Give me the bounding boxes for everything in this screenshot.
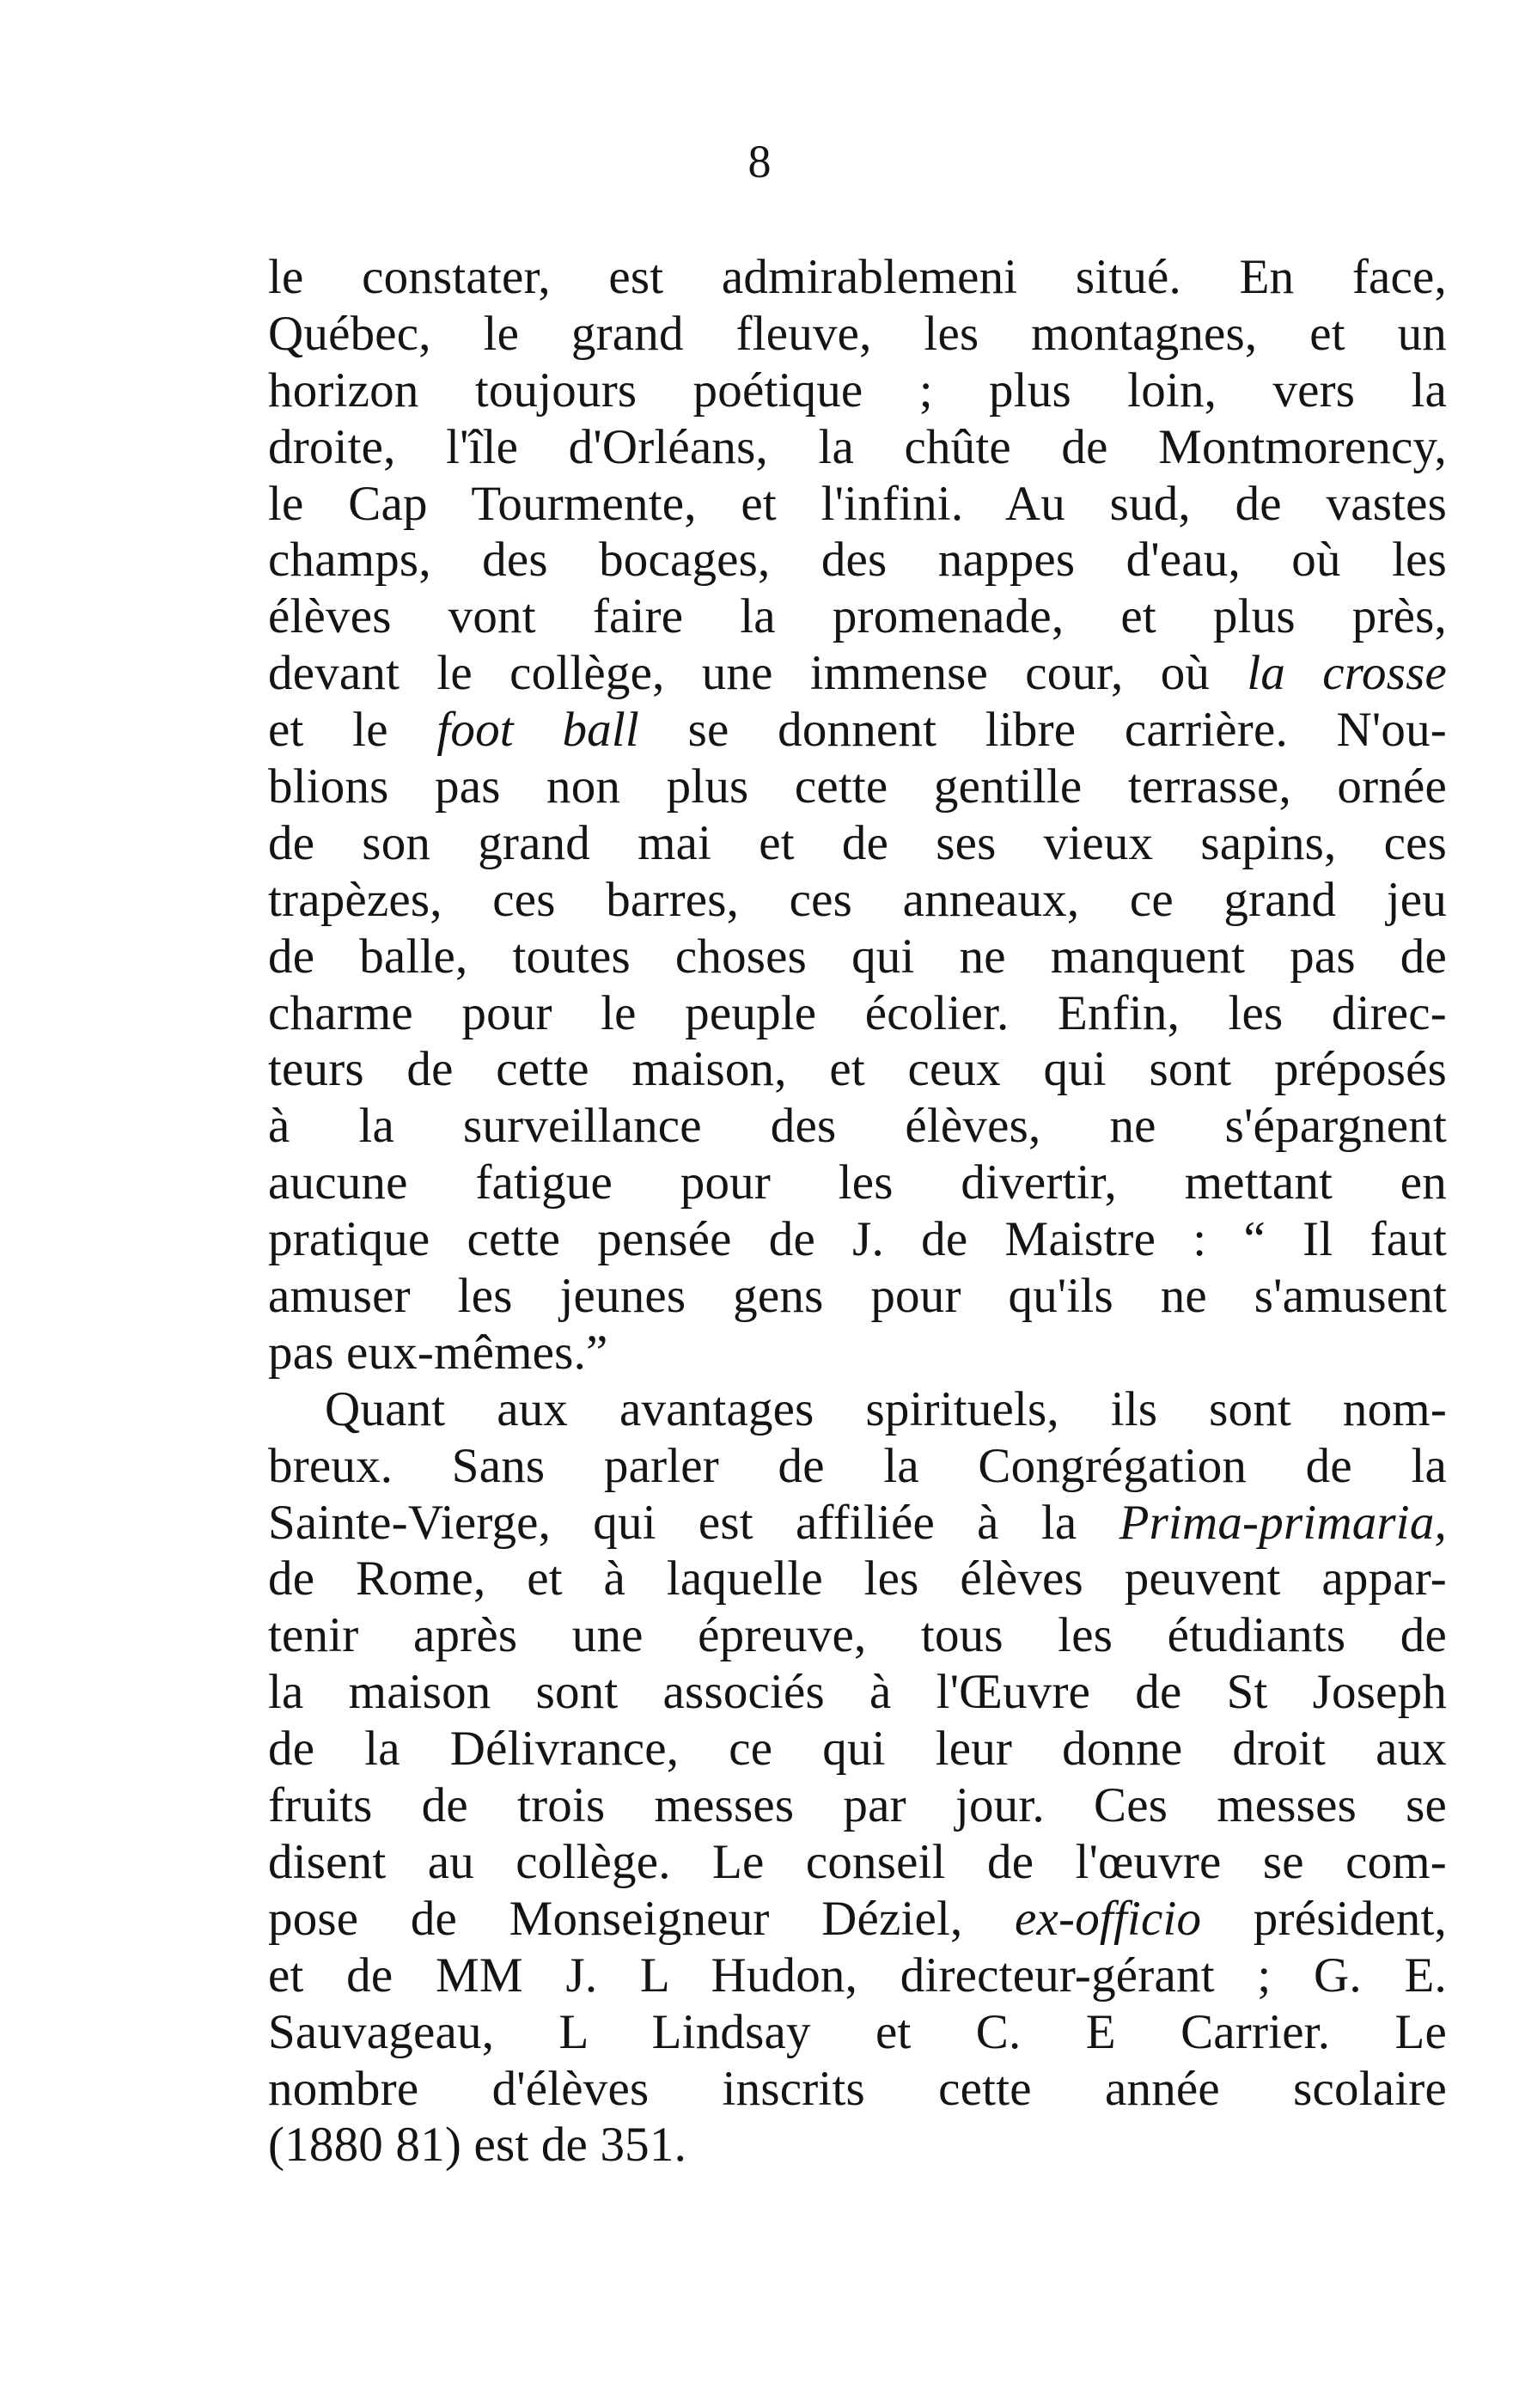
text-line	[268, 985, 1447, 1042]
line-text: disent au collège. Le conseil de l'œuvre se com-	[268, 1834, 1447, 1889]
text-line	[268, 1721, 1447, 1777]
text-line	[268, 306, 1447, 363]
line-text: droite, l'île d'Orléans, la chûte de Montmorency,	[268, 419, 1447, 474]
text-line	[268, 1777, 1447, 1834]
text-line	[268, 872, 1447, 929]
text-line	[268, 1891, 1447, 1948]
line-text: Quant aux avantages spirituels, ils sont nom-	[325, 1381, 1447, 1436]
line-text: de balle, toutes choses qui ne manquent pas de	[268, 929, 1447, 984]
body-text	[268, 249, 1447, 2173]
text-line	[268, 815, 1447, 872]
line-text: fruits de trois messes par jour. Ces messes se	[268, 1778, 1447, 1833]
text-line	[268, 476, 1447, 533]
line-text: de son grand mai et de ses vieux sapins, ces	[268, 815, 1447, 870]
text-line	[268, 588, 1447, 645]
line-text: pose de Monseigneur Déziel,	[268, 1891, 1016, 1946]
line-text: nombre d'élèves inscrits cette année scolaire	[268, 2061, 1447, 2116]
line-text: tenir après une épreuve, tous les étudiants de	[268, 1608, 1447, 1663]
line-text: de la Délivrance, ce qui leur donne droit aux	[268, 1722, 1447, 1777]
line-text: aucune fatigue pour les divertir, mettant en	[268, 1155, 1447, 1210]
line-text: devant le collège, une immense cour, où	[268, 646, 1248, 701]
text-line	[268, 1495, 1447, 1551]
line-text: breux. Sans parler de la Congrégation de la	[268, 1438, 1447, 1493]
italic-text: la crosse	[1247, 646, 1447, 701]
text-line	[268, 2061, 1447, 2118]
line-text: trapèzes, ces barres, ces anneaux, ce grand jeu	[268, 872, 1447, 927]
text-line	[268, 2117, 1447, 2173]
line-text: de Rome, et à laquelle les élèves peuvent appar-	[268, 1551, 1447, 1606]
line-text: blions pas non plus cette gentille terrasse, ornée	[268, 759, 1447, 814]
line-text: champs, des bocages, des nappes d'eau, où les	[268, 533, 1447, 588]
text-line	[268, 929, 1447, 985]
text-line	[268, 645, 1447, 702]
line-text: pas eux-mêmes.”	[268, 1325, 608, 1380]
text-line	[268, 1211, 1447, 1268]
line-text: teurs de cette maison, et ceux qui sont préposés	[268, 1042, 1447, 1097]
page-number: 8	[747, 136, 772, 187]
italic-text: ex-officio	[1015, 1891, 1202, 1946]
line-text: élèves vont faire la promenade, et plus près,	[268, 589, 1447, 644]
text-line	[268, 532, 1447, 588]
line-text: Québec, le grand fleuve, les montagnes, et un	[268, 306, 1447, 361]
text-line	[268, 1381, 1447, 1438]
text-line	[268, 1948, 1447, 2004]
text-line	[268, 1834, 1447, 1891]
text-line	[268, 1268, 1447, 1325]
line-text: et de MM J. L Hudon, directeur-gérant ; G. E.	[268, 1948, 1447, 2003]
line-text: horizon toujours poétique ; plus loin, vers la	[268, 363, 1447, 418]
text-line	[268, 419, 1447, 476]
text-line	[268, 759, 1447, 815]
text-line	[268, 1041, 1447, 1098]
line-text: le constater, est admirablemeni situé. En face,	[268, 250, 1447, 304]
text-line	[268, 249, 1447, 306]
line-text: Sainte-Vierge, qui est affiliée à la	[268, 1495, 1119, 1550]
text-line	[268, 1325, 1447, 1381]
line-text: et le	[268, 703, 437, 758]
text-line	[268, 1098, 1447, 1155]
text-line	[268, 1664, 1447, 1721]
line-text: le Cap Tourmente, et l'infini. Au sud, de vastes	[268, 476, 1447, 531]
text-line	[268, 2004, 1447, 2061]
line-text: amuser les jeunes gens pour qu'ils ne s'amusent	[268, 1269, 1447, 1324]
line-text: la maison sont associés à l'Œuvre de St Joseph	[268, 1665, 1447, 1720]
italic-text: Prima-primaria,	[1119, 1495, 1447, 1550]
line-text: charme pour le peuple écolier. Enfin, les direc-	[268, 985, 1447, 1040]
text-line	[268, 702, 1447, 759]
line-text: se donnent libre carrière. N'ou-	[638, 703, 1447, 758]
italic-text: foot ball	[436, 703, 639, 758]
line-text: à la surveillance des élèves, ne s'épargnent	[268, 1099, 1447, 1154]
line-text: pratique cette pensée de J. de Maistre : “ Il faut	[268, 1212, 1447, 1267]
text-line	[268, 1551, 1447, 1607]
text-line	[268, 1155, 1447, 1211]
line-text: Sauvageau, L Lindsay et C. E Carrier. Le	[268, 2004, 1447, 2059]
line-text: président,	[1201, 1891, 1447, 1946]
text-line	[268, 1438, 1447, 1495]
text-line	[268, 1607, 1447, 1664]
text-line	[268, 363, 1447, 419]
line-text: (1880 81) est de 351.	[268, 2118, 687, 2173]
